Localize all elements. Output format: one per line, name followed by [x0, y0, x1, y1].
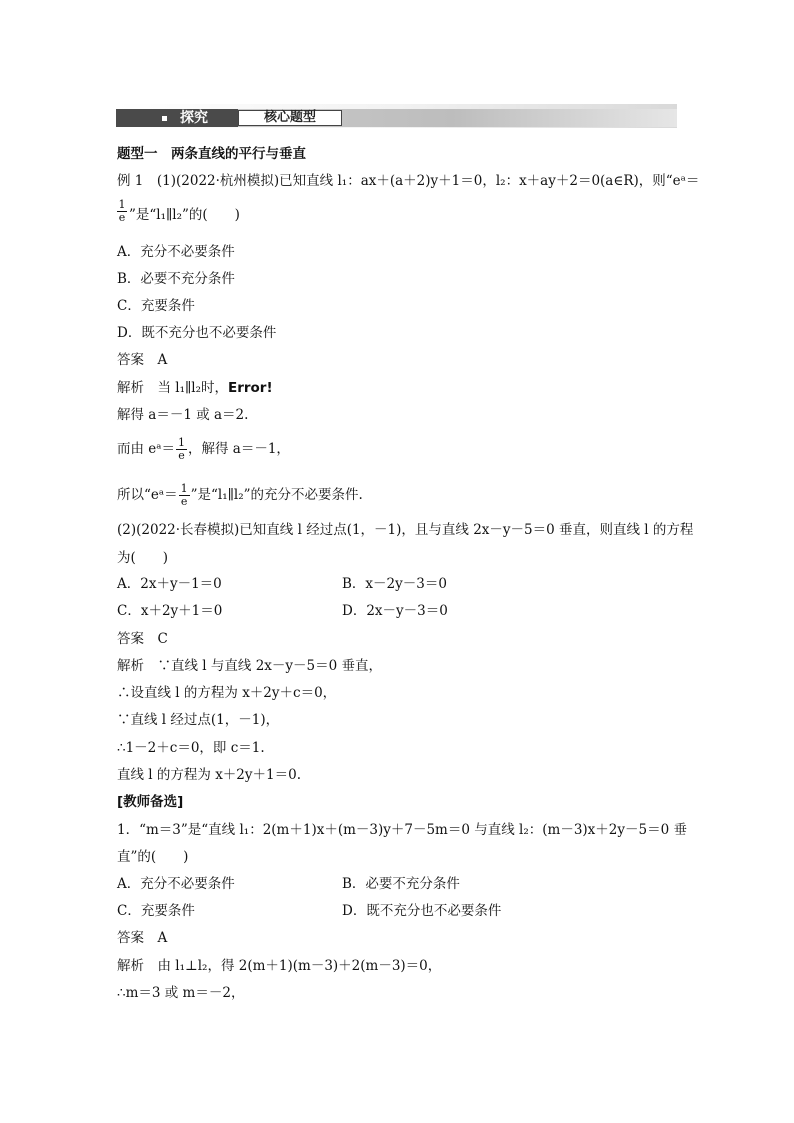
teacher-option-b: B．必要不充分条件	[342, 876, 460, 892]
fraction-numerator: 1	[180, 482, 188, 495]
solution-text: 所以“eᵃ＝	[117, 487, 178, 503]
solution-text: ，解得 a＝－1，	[188, 441, 290, 457]
fraction-denominator: e	[180, 495, 188, 508]
section-banner	[116, 104, 677, 128]
teacher-solution-line: 解析 由 l₁⊥l₂，得 2(m＋1)(m－3)＋2(m－3)＝0，	[117, 958, 442, 974]
ex1-q2-solution-line: ∴1－2＋c＝0，即 c＝1.	[117, 740, 265, 756]
ex1-q1-solution-line2: 解得 a＝－1 或 a＝2.	[117, 407, 249, 423]
fraction-denominator: e	[118, 211, 126, 224]
solution-text: 解析 当 l₁∥l₂时，	[117, 380, 228, 396]
teacher-q-line2: 直”的( )	[117, 849, 189, 865]
ex1-q1-option-d: D．既不充分也不必要条件	[117, 325, 277, 341]
ex1-q2-option-c: C．x＋2y＋1＝0	[117, 603, 223, 619]
ex1-q2-solution-line: ∵直线 l 经过点(1，－1)，	[117, 712, 280, 728]
teacher-option-c: C．充要条件	[117, 903, 195, 919]
banner-dark-tab	[116, 109, 238, 127]
ex1-q1-solution-line1	[117, 379, 273, 397]
ex1-q2-solution-line: 解析 ∵直线 l 与直线 2x－y－5＝0 垂直，	[117, 658, 382, 674]
solution-text: 而由 eᵃ＝	[117, 441, 175, 457]
ex1-q1-option-c: C．充要条件	[117, 298, 195, 314]
ex1-q1-solution-line4	[117, 480, 363, 510]
ex1-q1-line2: ”是“l₁∥l₂”的( )	[129, 207, 240, 223]
ex1-q2-line1: (2)(2022·长春模拟)已知直线 l 经过点(1，－1)，且与直线 2x－y－5＝0 垂直，则直线 l 的方程	[117, 522, 694, 538]
ex1-q2-solution-line: ∴设直线 l 的方程为 x＋2y＋c＝0，	[117, 685, 337, 701]
ex1-q2-answer: 答案 C	[117, 631, 168, 647]
teacher-q-line1: 1．“m＝3”是“直线 l₁：2(m＋1)x＋(m－3)y＋7－5m＝0 与直线 l₂：(m－3)x＋2y－5＝0 垂	[117, 822, 687, 838]
ex1-q2-option-d: D．2x－y－3＝0	[342, 603, 448, 619]
fraction-numerator: 1	[178, 436, 185, 449]
teacher-option-d: D．既不充分也不必要条件	[342, 903, 502, 919]
section-title: 题型一 两条直线的平行与垂直	[117, 146, 306, 162]
ex1-q2-solution-line: 直线 l 的方程为 x＋2y＋1＝0.	[117, 767, 301, 783]
ex1-q1-line1: 例 1 (1)(2022·杭州模拟)已知直线 l₁：ax＋(a＋2)y＋1＝0，l₂：x＋ay＋2＝0(a∈R)，则“eᵃ＝	[117, 173, 700, 189]
teacher-answer: 答案 A	[117, 930, 168, 946]
ex1-q2-line2: 为( )	[117, 550, 169, 566]
teacher-option-a: A．充分不必要条件	[117, 876, 235, 892]
ex1-q1-fraction	[117, 199, 127, 224]
fraction	[179, 483, 190, 508]
banner-light-tab: 核心题型	[238, 110, 342, 126]
teacher-label: [教师备选]	[117, 794, 184, 810]
bullet-square-icon	[162, 116, 167, 121]
ex1-q1-solution-line3	[117, 434, 290, 464]
banner-dark-label: 探究	[180, 110, 208, 126]
ex1-q1-option-a: A．充分不必要条件	[117, 244, 235, 260]
fraction-denominator: e	[178, 449, 185, 462]
fraction-numerator: 1	[118, 198, 126, 211]
banner-bar	[116, 109, 677, 127]
error-text: Error!	[228, 380, 273, 396]
ex1-q1-answer: 答案 A	[117, 352, 168, 368]
teacher-solution-line: ∴m＝3 或 m＝－2，	[117, 985, 245, 1001]
solution-text: ”是“l₁∥l₂”的充分不必要条件.	[190, 487, 363, 503]
ex1-q2-option-b: B．x－2y－3＝0	[342, 576, 447, 592]
fraction	[176, 437, 187, 462]
ex1-q2-option-a: A．2x＋y－1＝0	[117, 576, 222, 592]
ex1-q1-option-b: B．必要不充分条件	[117, 271, 235, 287]
